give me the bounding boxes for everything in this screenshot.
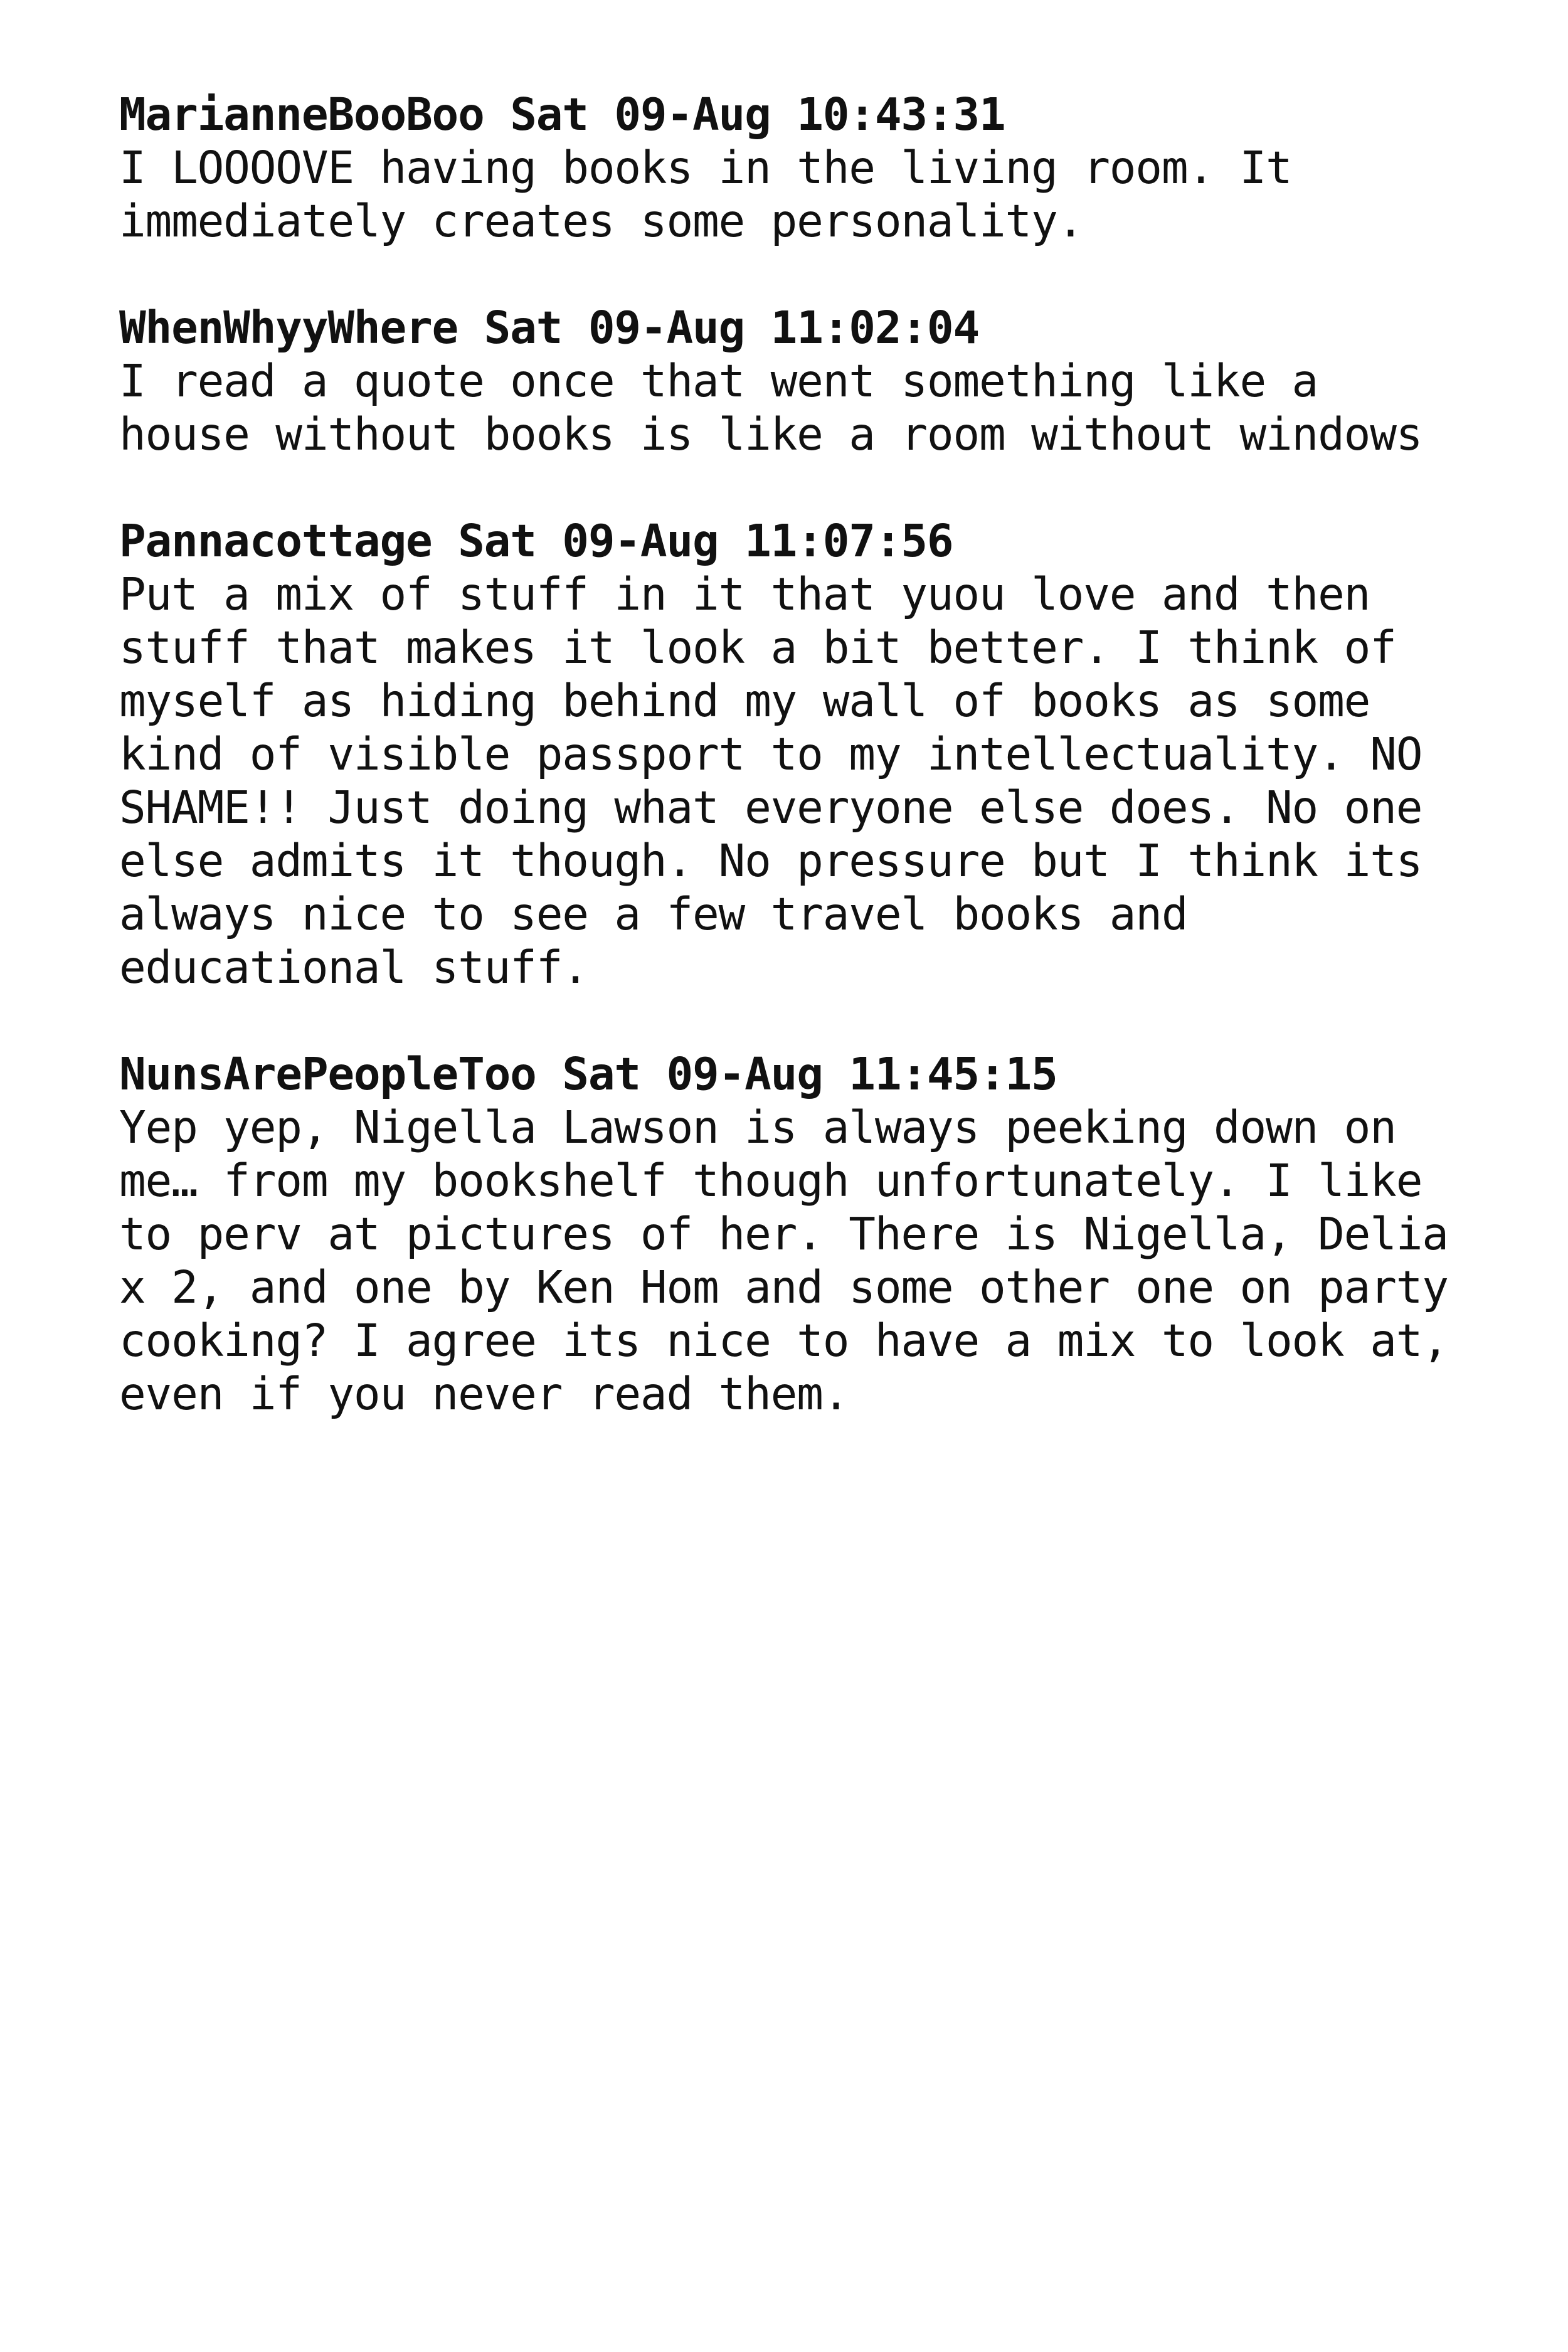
comment-timestamp: Sat 09-Aug 11:45:15 — [562, 1048, 1057, 1100]
comment-post — [119, 1047, 1468, 1421]
comment-post — [119, 301, 1468, 461]
comment-thread — [119, 88, 1468, 1474]
comment-timestamp: Sat 09-Aug 10:43:31 — [510, 88, 1005, 140]
comment-post — [119, 514, 1468, 994]
comment-username: Pannacottage — [119, 515, 432, 567]
comment-post — [119, 88, 1468, 248]
comment-header — [119, 1047, 1468, 1101]
comment-username: WhenWhyyWhere — [119, 302, 458, 354]
comment-timestamp: Sat 09-Aug 11:02:04 — [484, 302, 980, 354]
comment-timestamp: Sat 09-Aug 11:07:56 — [458, 515, 953, 567]
comment-text: Yep yep, Nigella Lawson is always peeking down on me… from my bookshelf though unfortunately. I like to perv at pictures of her. There is Nigella, Delia x 2, and one by Ken Hom and some other one on party cooking? I agree its nice to have a mix to look at, even if you never read them. — [119, 1101, 1448, 1420]
comment-username: MarianneBooBoo — [119, 88, 484, 140]
comment-header — [119, 301, 1468, 354]
comment-header — [119, 514, 1468, 568]
comment-text: I LOOOOVE having books in the living room. It immediately creates some personality. — [119, 142, 1292, 247]
comment-header — [119, 88, 1468, 141]
comment-text: Put a mix of stuff in it that yuou love and then stuff that makes it look a bit better. I think of myself as hiding behind my wall of books as some kind of visible passport to my intellectuality. NO SHAME!! Just doing what everyone else does. No one else admits it though. No pressure but I think its always nice to see a few travel books and educational stuff. — [119, 568, 1422, 993]
comment-username: NunsArePeopleToo — [119, 1048, 536, 1100]
comment-text: I read a quote once that went something like a house without books is like a room without windows — [119, 355, 1422, 460]
